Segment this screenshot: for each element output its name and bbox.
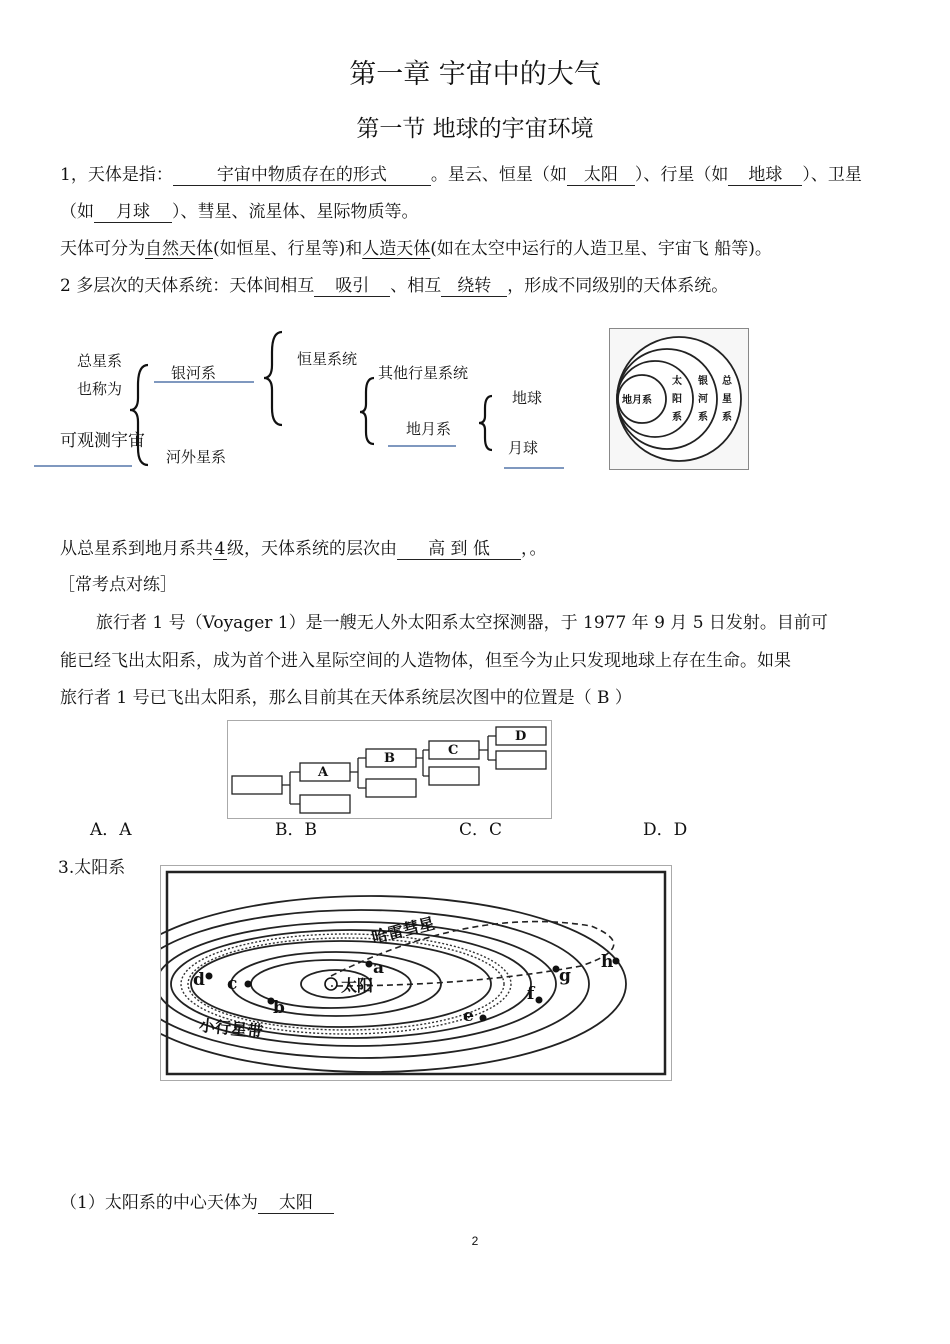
q1-line3 xyxy=(60,238,772,260)
q1-answer-2: 太阳 xyxy=(567,165,635,186)
q1-line2-prefix: （如 xyxy=(60,202,94,222)
circle-char: 星 xyxy=(722,394,732,405)
option-c: C．C xyxy=(459,820,503,840)
planet-label-d: d xyxy=(193,970,205,990)
section-title: 第一节 地球的宇宙环境 xyxy=(356,116,594,142)
page-number: 2 xyxy=(471,1234,479,1248)
box-hierarchy-figure xyxy=(227,720,552,819)
q1-mid2: ）、行星（如 xyxy=(634,165,729,185)
q1-line1 xyxy=(60,164,862,186)
q2-answer-2: 绕转 xyxy=(441,276,507,297)
nested-circles-figure xyxy=(609,328,749,470)
option-a: A．A xyxy=(90,820,132,840)
levels-answer: 高 到 低 xyxy=(397,539,521,560)
planet-label-e: e xyxy=(463,1006,474,1026)
circle-label-taiyang xyxy=(672,373,682,427)
levels-prefix: 从总星系到地月系共 xyxy=(60,539,213,559)
box-b-sibling xyxy=(366,779,416,797)
planet-h xyxy=(613,958,620,965)
q2-mid: 、相互 xyxy=(390,276,442,296)
circle-char: 河 xyxy=(698,394,708,405)
q2-suffix: ，形成不同级别的天体系统。 xyxy=(507,276,729,296)
label-keguance: 可观测宇宙 xyxy=(60,431,145,451)
label-hengxing: 恒星系统 xyxy=(297,350,358,368)
q1-prefix: 1，天体是指： xyxy=(60,165,173,185)
box-d-sibling xyxy=(496,751,546,769)
option-b: B．B xyxy=(275,820,317,840)
box-label-d: D xyxy=(515,729,527,744)
q1-line2-suffix: ）、彗星、流星体、星际物质等。 xyxy=(172,202,419,222)
q1-line3-a: 天体可分为 xyxy=(60,239,145,259)
box-c-sibling xyxy=(429,767,479,785)
label-zongxingxi: 总星系 xyxy=(77,352,123,370)
q1-line3-e: (如在太空中运行的人造卫星、宇宙飞 船等)。 xyxy=(430,239,772,259)
box-a-sibling xyxy=(300,795,350,813)
planet-e xyxy=(480,1015,487,1022)
label-hewai: 河外星系 xyxy=(166,448,227,466)
circle-char: 系 xyxy=(698,412,708,423)
circle-label-zong xyxy=(722,373,732,427)
planet-f xyxy=(536,997,543,1004)
label-yinhexi: 银河系 xyxy=(171,364,217,382)
planet-a xyxy=(366,961,373,968)
planet-label-g: g xyxy=(559,966,571,986)
practice-line-1: 旅行者 1 号（Voyager 1）是一艘无人外太阳系太空探测器，于 1977 年 9 月 5 日发射。目前可 xyxy=(96,613,828,633)
planet-label-c: c xyxy=(227,974,238,994)
circle-char: 系 xyxy=(672,412,682,423)
brace-2 xyxy=(264,332,282,425)
q2-prefix: 2 多层次的天体系统：天体间相互 xyxy=(60,276,315,296)
circle-label-diyue: 地月系 xyxy=(622,395,652,406)
q1-answer-3: 地球 xyxy=(728,165,802,186)
label-qita: 其他行星系统 xyxy=(378,364,469,382)
sun-label: 太阳 xyxy=(341,976,374,995)
levels-line xyxy=(60,538,547,560)
q1-line3-c: (如恒星、行星等)和 xyxy=(213,239,363,259)
planet-label-a: a xyxy=(373,958,385,978)
planet-label-f: f xyxy=(527,984,535,1004)
q3-1-line xyxy=(60,1192,334,1214)
label-yueqiu: 月球 xyxy=(508,439,539,457)
solar-system-figure xyxy=(160,865,672,1081)
label-yechengwei: 也称为 xyxy=(77,380,123,398)
q3-label: 3.太阳系 xyxy=(58,858,126,878)
circle-char: 银 xyxy=(698,376,708,387)
planet-label-b: b xyxy=(273,998,285,1018)
q1-answer-4: 月球 xyxy=(94,202,172,223)
q1-answer-1: 宇宙中物质存在的形式 xyxy=(173,165,431,186)
levels-suffix: ，。 xyxy=(521,539,547,559)
circle-char: 阳 xyxy=(672,394,682,405)
box-label-c: C xyxy=(448,743,459,758)
box-root xyxy=(232,776,282,794)
label-diqiu: 地球 xyxy=(512,389,543,407)
practice-label: ［常考点对练］ xyxy=(58,575,177,595)
practice-line-2: 能已经飞出太阳系，成为首个进入星际空间的人造物体，但至今为止只发现地球上存在生命。如果 xyxy=(60,651,791,671)
q1-line2 xyxy=(60,201,419,223)
planet-d xyxy=(206,973,213,980)
levels-mid: 级，天体系统的层次由 xyxy=(227,539,397,559)
artificial-body: 人造天体 xyxy=(362,239,431,259)
circle-label-yinhe xyxy=(698,373,708,427)
planet-c xyxy=(245,981,252,988)
q1-mid3: ）、卫星 xyxy=(802,165,862,185)
brace-3 xyxy=(360,378,374,444)
practice-line-3: 旅行者 1 号已飞出太阳系，那么目前其在天体系统层次图中的位置是（ B ） xyxy=(60,688,632,708)
q2-line xyxy=(60,275,728,297)
comet-label: 哈雷彗星 xyxy=(369,913,437,948)
circle-char: 太 xyxy=(672,376,682,387)
label-diyue: 地月系 xyxy=(406,420,452,438)
option-d: D．D xyxy=(643,820,688,840)
box-label-b: B xyxy=(384,751,395,766)
q1-mid1: 。星云、恒星（如 xyxy=(430,165,567,185)
circle-char: 系 xyxy=(722,412,732,423)
q3-1-prefix: （1）太阳系的中心天体为 xyxy=(60,1193,258,1213)
box-label-a: A xyxy=(318,765,329,780)
brace-4 xyxy=(479,396,492,450)
q2-answer-1: 吸引 xyxy=(314,276,390,297)
q3-1-answer: 太阳 xyxy=(258,1193,334,1214)
planet-label-h: h xyxy=(601,952,614,972)
levels-num: 4 xyxy=(214,539,226,559)
asteroid-belt-label: 小行星带 xyxy=(198,1015,264,1042)
natural-body: 自然天体 xyxy=(145,239,213,259)
circle-char: 总 xyxy=(722,376,732,387)
chapter-title: 第一章 宇宙中的大气 xyxy=(349,59,601,90)
